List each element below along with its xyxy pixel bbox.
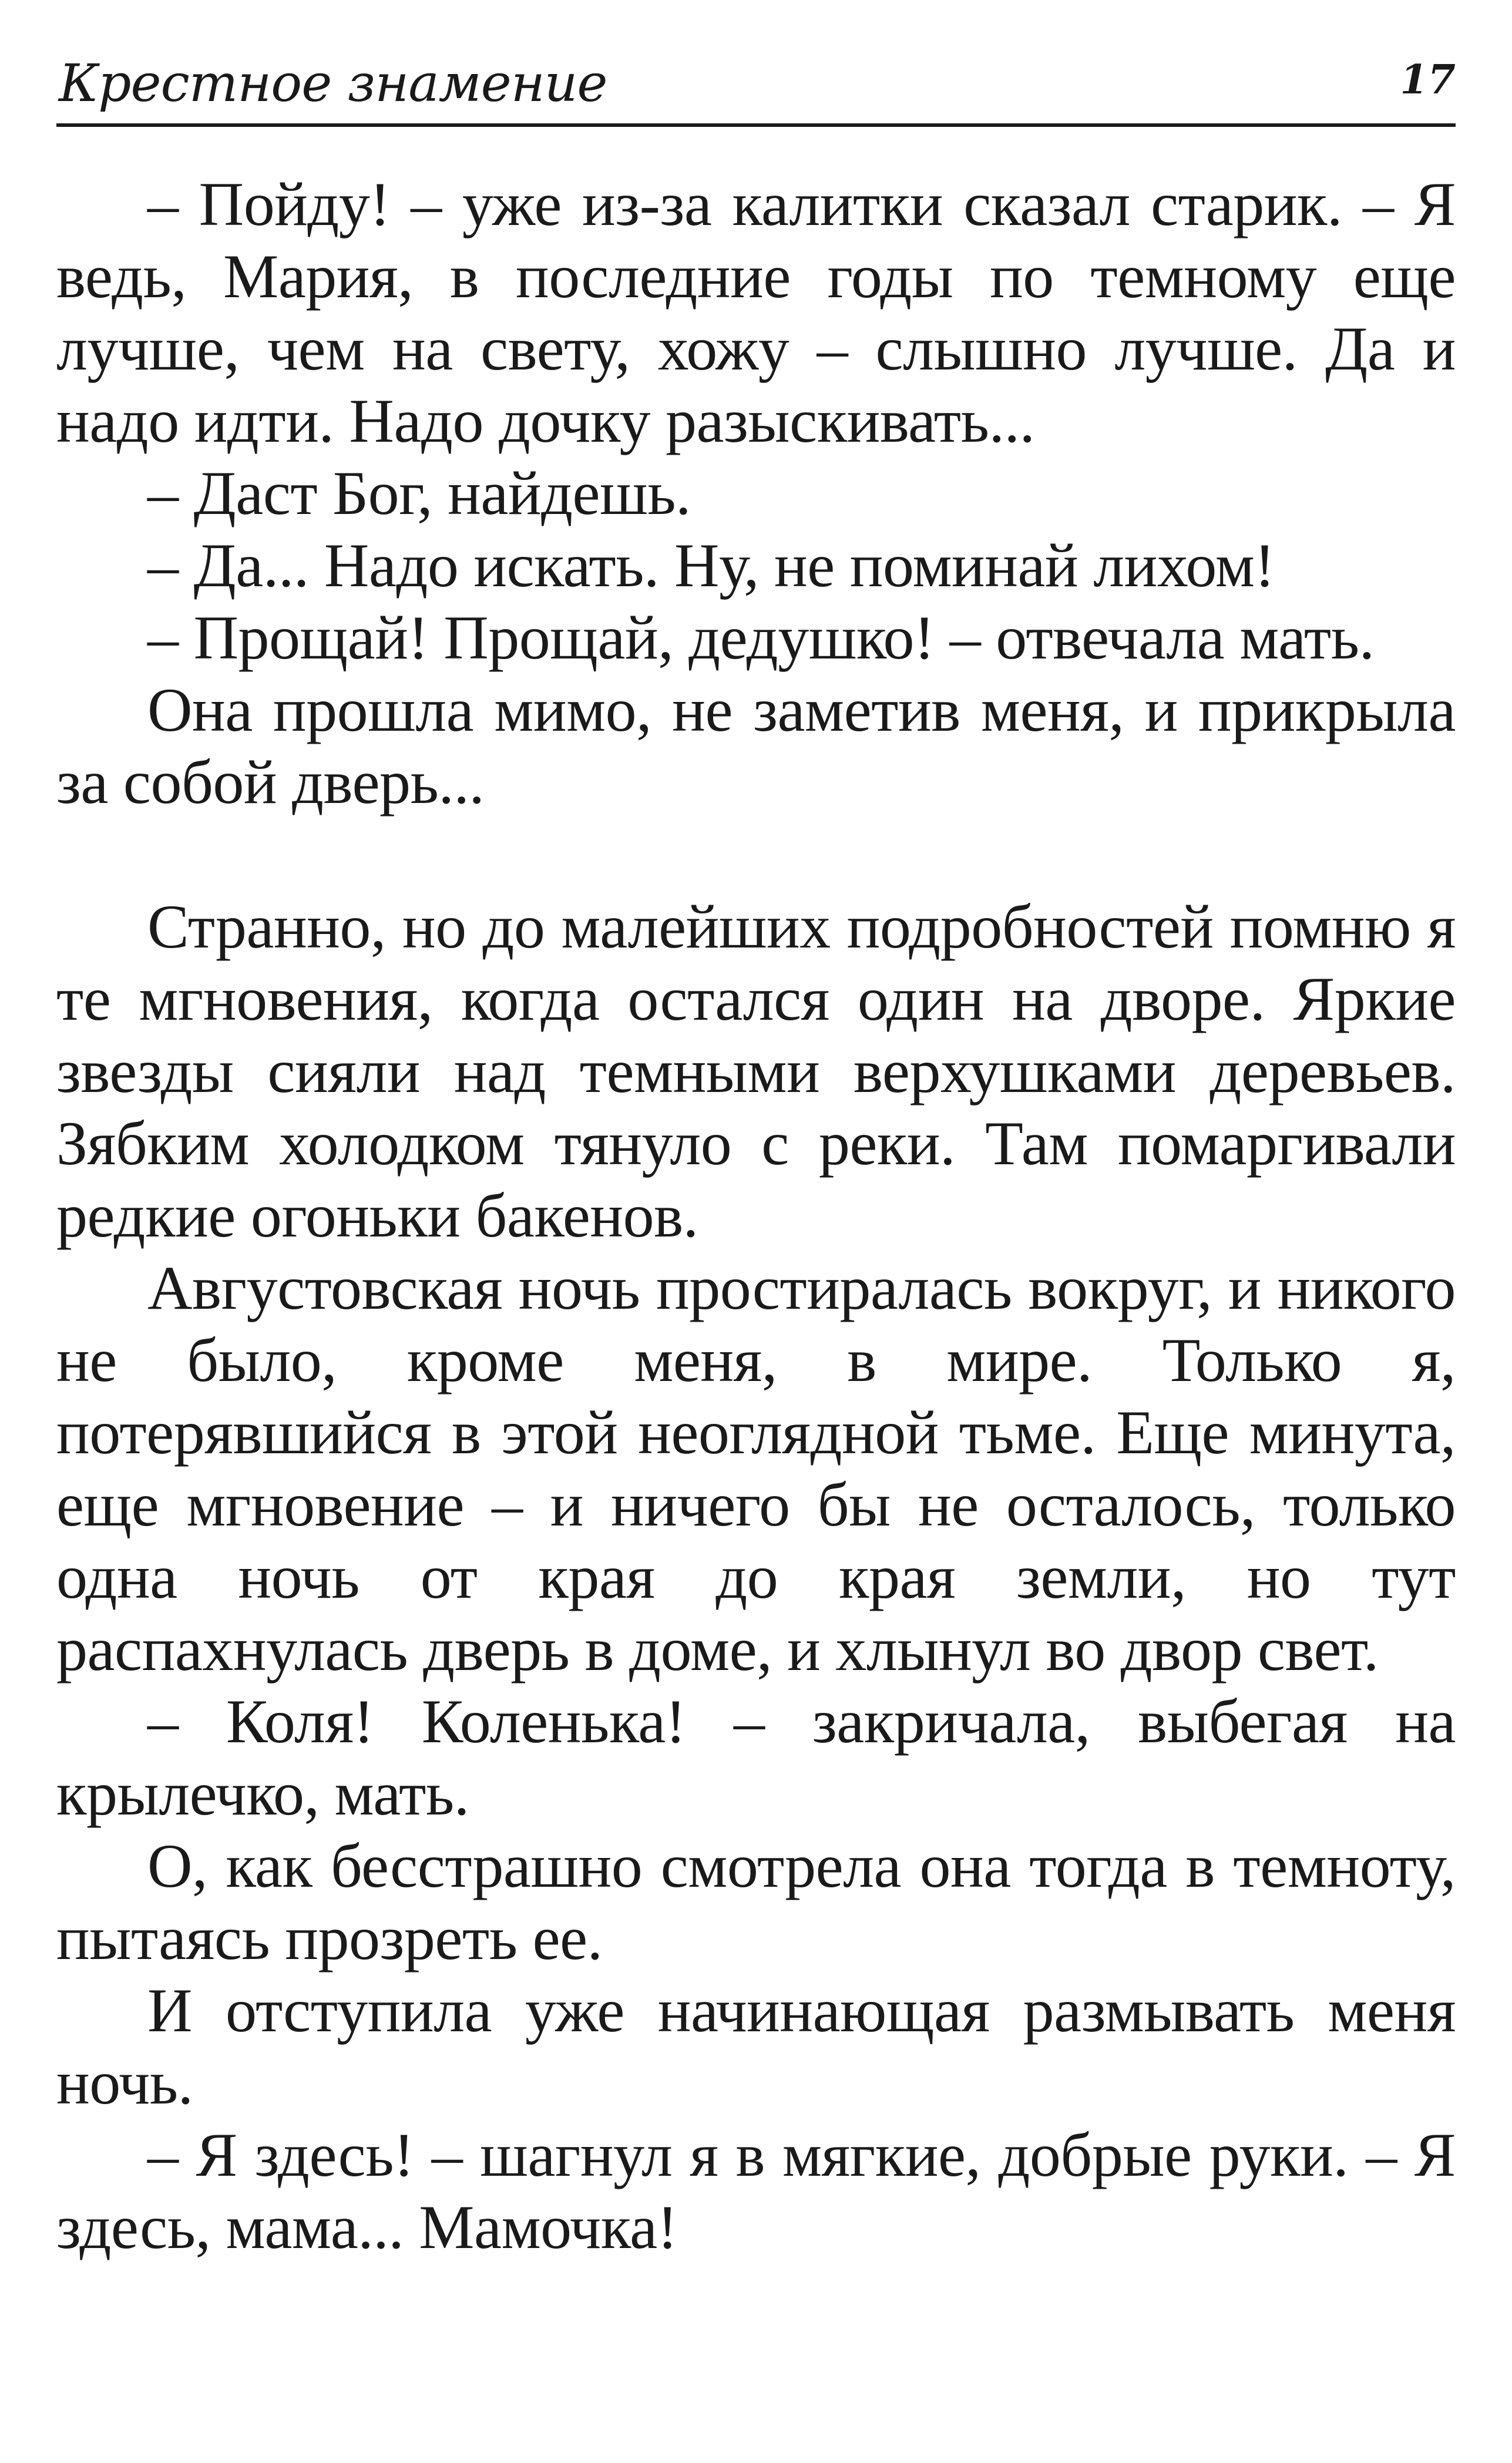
paragraph: Странно, но до малейших подробностей помню я те мгновения, когда остался один на дворе. Яркие звезды сияли над темными верхушками деревьев. Зябким холодком тянуло с реки. Там помаргивали редкие огоньки бакенов.: [56, 892, 1456, 1250]
paragraph: – Пойду! – уже из-за калитки сказал старик. – Я ведь, Мария, в последние годы по темному еще лучше, чем на свету, хожу – слышно лучше. Да и надо идти. Надо дочку разыскивать...: [56, 170, 1456, 455]
paragraph: – Даст Бог, найдешь.: [147, 459, 691, 527]
paragraph: – Да... Надо искать. Ну, не поминай лихом!: [147, 531, 1275, 600]
paragraph: – Коля! Коленька! – закричала, выбегая на крылечко, мать.: [56, 1687, 1456, 1828]
page-header: [56, 35, 1456, 127]
paragraph: – Я здесь! – шагнул я в мягкие, добрые руки. – Я здесь, мама... Мамочка!: [56, 2121, 1456, 2262]
body-text: [56, 168, 1456, 2263]
page-number: 17: [1400, 56, 1456, 103]
paragraph: – Прощай! Прощай, дедушко! – отвечала мать.: [147, 603, 1375, 672]
paragraph: О, как бесстрашно смотрела она тогда в темноту, пытаясь прозреть ее.: [56, 1832, 1456, 1973]
paragraph: Она прошла мимо, не заметив меня, и прикрыла за собой дверь...: [56, 676, 1456, 816]
book-page: [56, 35, 1456, 2432]
paragraph: Августовская ночь простиралась вокруг, и никого не было, кроме меня, в мире. Только я, потерявшийся в этой неоглядной тьме. Еще минута, еще мгновение – и ничего бы не осталось, только одна ночь от края до края земли, но тут распахнулась дверь в доме, и хлынул во двор свет.: [56, 1254, 1456, 1684]
paragraph: И отступила уже начинающая размывать меня ночь.: [56, 1976, 1456, 2117]
section-break: [56, 818, 1456, 891]
running-title: Крестное знамение: [59, 53, 607, 113]
